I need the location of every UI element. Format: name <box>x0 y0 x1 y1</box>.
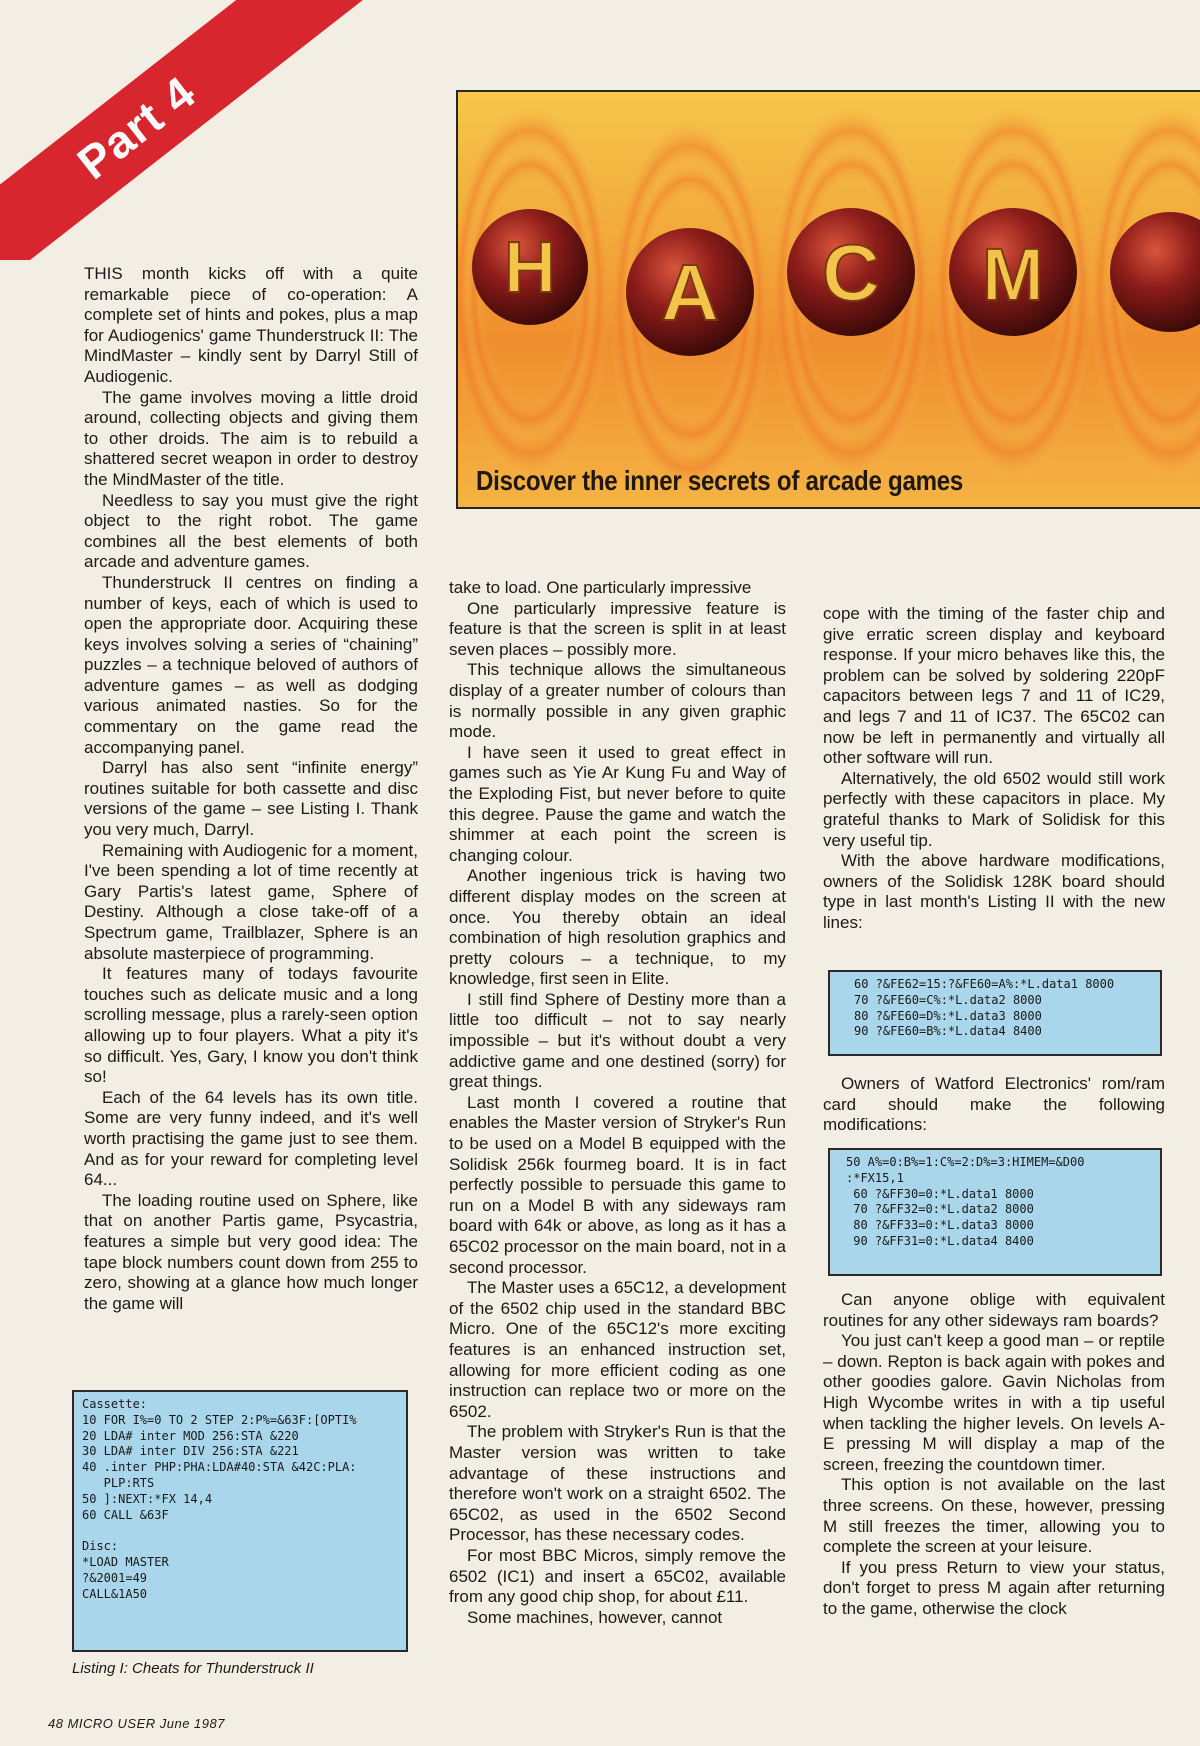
sphere-letter-h: H <box>504 228 556 308</box>
hero-caption: Discover the inner secrets of arcade games <box>476 465 964 496</box>
part-banner-stripe <box>0 0 405 260</box>
paragraph: One particularly impressive feature is feature is that the screen is split in at least seven places – possibly more. <box>449 598 786 659</box>
paragraph: Can anyone oblige with equivalent routines for any other sideways ram boards? <box>823 1290 1165 1330</box>
sphere-letter-c: C <box>822 228 880 317</box>
hero-image <box>456 90 1200 509</box>
paragraph: Another ingenious trick is having two different display modes on the screen at once. You thereby obtain an ideal combination of high resolution graphics and pretty colours – a technique, to my knowledge, first seen in Elite. <box>449 866 786 989</box>
paragraph: Needless to say you must give the right object to the right robot. The game combines all the best elements of both arcade and adventure games. <box>84 490 418 572</box>
part-banner-label: Part 4 <box>67 65 206 190</box>
paragraph: For most BBC Micros, simply remove the 6502 (IC1) and insert a 65C02, available from any good chip shop, for about £11. <box>449 1545 786 1607</box>
paragraph: I still find Sphere of Destiny more than a little too difficult – not to say nearly impossible – but it's without doubt a very addictive game and one destined (sorry) for great things. <box>449 989 786 1092</box>
listing-caption: Listing I: Cheats for Thunderstruck II <box>72 1660 314 1677</box>
article-column-2 <box>449 578 786 1628</box>
paragraph: I have seen it used to great effect in games such as Yie Ar Kung Fu and Way of the Exploding Fist, but never before to quite this degree. Pause the game and watch the shimmer at each point the screen is changing colour. <box>449 742 786 865</box>
paragraph: Some machines, however, cannot <box>467 1607 723 1627</box>
paragraph: If you press Return to view your status, don't forget to press M again after returning to the game, otherwise the clock <box>823 1557 1165 1618</box>
part-banner <box>0 0 420 260</box>
listing-watford-code: 50 A%=0:B%=1:C%=2:D%=3:HIMEM=&D00 :*FX15,1 60 ?&FF30=0:*L.data1 8000 70 ?&FF32=0:*L.data2 8000 80 ?&FF33=0:*L.data3 8000 90 ?&FF31=0:*L.data4 8400 <box>828 1148 1162 1276</box>
paragraph: Alternatively, the old 6502 would still work perfectly with these capacitors in place. My grateful thanks to Mark of Solidisk for this very useful tip. <box>823 768 1165 850</box>
sphere-letter-m: M <box>982 233 1044 316</box>
paragraph: This option is not available on the last three screens. On these, however, pressing M still freezes the timer, allowing you to complete the screen at your leisure. <box>823 1475 1165 1557</box>
paragraph: Remaining with Audiogenic for a moment, I've been spending a lot of time recently at Gary Partis's latest game, Sphere of Destiny. Although a close take-off of a Spectrum game, Trailblazer, Sphere is an absolute masterpiece of programming. <box>84 840 418 963</box>
paragraph: take to load. One particularly impressive <box>449 578 752 597</box>
article-column-3c <box>823 1290 1165 1620</box>
paragraph: THIS month kicks off with a quite remarkable piece of co-operation: A complete set of hints and pokes, plus a map for Audiogenics' game Thunderstruck II: The MindMaster – kindly sent by Darryl Still of Audiogenic. <box>84 264 418 386</box>
paragraph: Each of the 64 levels has its own title. Some are very funny indeed, and it's well worth practising the game just to see them. And as for your reward for completing level 64... <box>84 1087 418 1190</box>
paragraph: The Master uses a 65C12, a development of the 6502 chip used in the standard BBC Micro. One of the 65C12's more exciting features is an enhanced instruction set, allowing for more efficient coding as one instruction can replace two or more on the 6502. <box>449 1278 786 1421</box>
paragraph: It features many of todays favourite touches such as delicate music and a long scrolling message, plus a rarely-seen option allowing up to four players. What a pity it's so difficult. Yes, Gary, I know you don't think so! <box>84 964 418 1087</box>
article-column-3b <box>823 1074 1165 1136</box>
page-footer: 48 MICRO USER June 1987 <box>48 1716 225 1731</box>
hero-graphic <box>458 92 1200 507</box>
article-column-1 <box>84 264 418 1314</box>
paragraph: This technique allows the simultaneous display of a greater number of colours than is normally possible in any given graphic mode. <box>449 660 786 742</box>
paragraph: With the above hardware modifications, owners of the Solidisk 128K board should type in last month's Listing II with the new lines: <box>823 851 1165 932</box>
paragraph: The problem with Stryker's Run is that the Master version was written to take advantage of these instructions and therefore won't work on a straight 6502. The 65C02, as used in the 6502 Second Processor, has these necessary codes. <box>449 1422 786 1545</box>
paragraph: You just can't keep a good man – or reptile – down. Repton is back again with pokes and other goodies galore. Gavin Nicholas from High Wycombe writes in with a tip useful when tackling the higher levels. On levels A-E pressing M will display a map of the screen, freezing the countdown timer. <box>823 1331 1165 1474</box>
paragraph: The loading routine used on Sphere, like that on another Partis game, Psycastria, features a simple but very good idea: The tape block numbers count down from 255 to zero, showing at a glance how much longer the game will <box>84 1190 418 1313</box>
listing-solidisk-code: 60 ?&FE62=15:?&FE60=A%:*L.data1 8000 70 ?&FE60=C%:*L.data2 8000 80 ?&FE60=D%:*L.data3 8000 90 ?&FE60=B%:*L.data4 8400 <box>828 970 1162 1056</box>
paragraph: Owners of Watford Electronics' rom/ram card should make the following modifications: <box>823 1074 1165 1135</box>
paragraph: Darryl has also sent “infinite energy” routines suitable for both cassette and disc versions of the game – see Listing I. Thank you very much, Darryl. <box>84 758 418 840</box>
listing-1-code: Cassette: 10 FOR I%=0 TO 2 STEP 2:P%=&63F:[OPTI% 20 LDA# inter MOD 256:STA &220 30 LDA# inter DIV 256:STA &221 40 .inter PHP:PHA:LDA#40:STA &42C:PLA: PLP:RTS 50 ]:NEXT:*FX 14,4 60 CALL &63F Disc: *LOAD MASTER ?&2001=49 CALL&1A50 <box>72 1390 408 1652</box>
paragraph: cope with the timing of the faster chip and give erratic screen display and keyboard response. If your micro behaves like this, the problem can be solved by soldering 220pF capacitors between legs 7 and 11 of IC29, and legs 7 and 11 of IC37. The 65C02 can now be left in permanently and virtually all other software will run. <box>823 604 1165 768</box>
paragraph: Thunderstruck II centres on finding a number of keys, each of which is used to open the appropriate door. Acquiring these keys involves solving a series of “chaining” puzzles – a technique beloved of authors of adventure games – as well as dodging various animated nasties. So for the commentary on the game read the accompanying panel. <box>84 572 418 757</box>
paragraph: The game involves moving a little droid around, collecting objects and giving them to other droids. The aim is to rebuild a shattered secret weapon in order to destroy the MindMaster of the title. <box>84 387 418 489</box>
sphere-letter-a: A <box>661 248 719 337</box>
article-column-3a <box>823 604 1165 934</box>
paragraph: Last month I covered a routine that enables the Master version of Stryker's Run to be used on a Model B equipped with the Solidisk 256k fourmeg board. It is in fact perfectly possible to persuade this game to run on a Model B with any sideways ram board with 64k or above, as long as it has a 65C02 processor on the main board, not in a second processor. <box>449 1092 786 1277</box>
